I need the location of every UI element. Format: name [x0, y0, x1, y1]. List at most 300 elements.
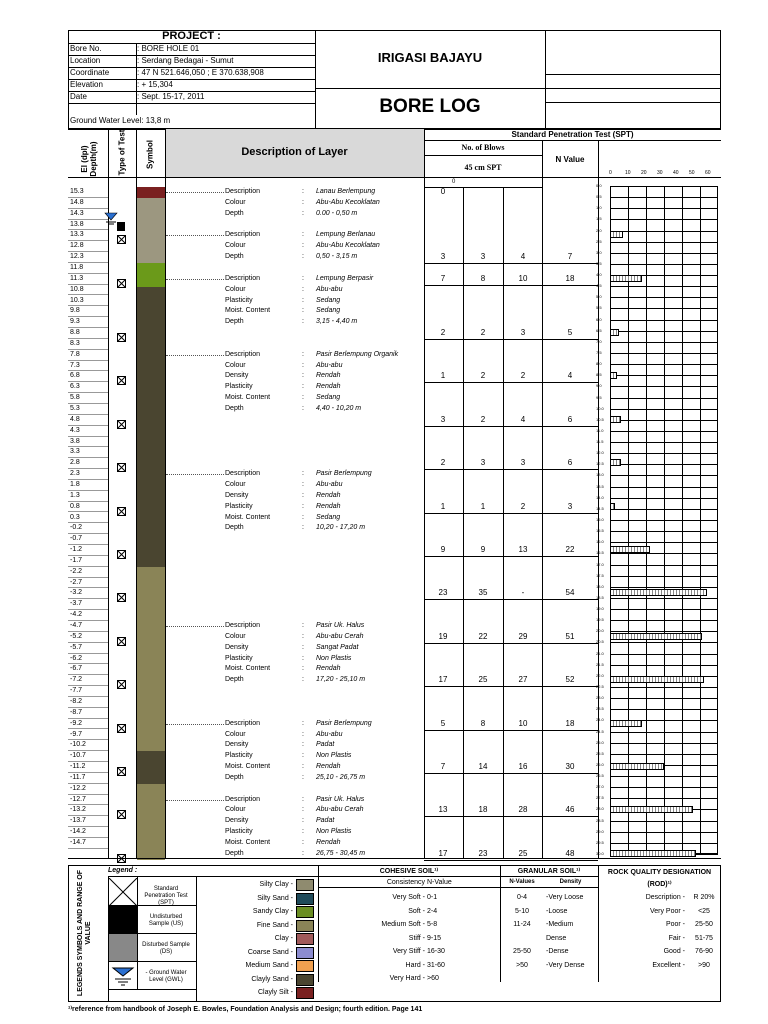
layer-attr-label: Moist. Content [225, 665, 271, 673]
graph-gridline-h [610, 297, 718, 298]
n-value-bar [610, 850, 696, 857]
depth-tick-label: 16.5 [596, 550, 604, 556]
n-value-bar [610, 806, 693, 813]
graph-gridline-h [610, 475, 718, 476]
soil-swatch [296, 974, 314, 986]
blow-count: 13 [518, 545, 528, 555]
blow-count: - [521, 588, 525, 598]
col-cm: 45 cm SPT [464, 163, 502, 172]
soil-swatch [296, 960, 314, 972]
depth-tick-label: 26.5 [596, 773, 604, 779]
layer-attr-colon: : [302, 209, 304, 217]
spt-sample-icon [117, 372, 126, 381]
spt-sample-icon [117, 329, 126, 338]
depth-tick-label: 2.0 [596, 227, 602, 233]
layer-attr-colon: : [302, 828, 304, 836]
header-field-label: Date [70, 92, 87, 101]
layer-attr-label: Colour [225, 480, 246, 488]
depth-tick-label: 15.5 [596, 528, 604, 534]
depth-tick-label: 24.0 [596, 717, 604, 723]
graph-gridline-h [610, 242, 718, 243]
n-value: 18 [565, 273, 575, 283]
layer-attr-label: Colour [225, 730, 246, 738]
n-value: 48 [565, 848, 575, 858]
layer-attr-colon: : [302, 741, 304, 749]
depth-tick-label: 22.5 [596, 684, 604, 689]
elevation-row: 8.3 [68, 339, 108, 350]
elevation-row: 10.8 [68, 285, 108, 296]
elevation-row: -6.2 [68, 654, 108, 665]
soil-band [137, 567, 165, 751]
graph-gridline-h [610, 698, 718, 699]
depth-tick-label: 29.0 [596, 828, 604, 834]
graph-gridline-h [610, 409, 718, 410]
cohesive-nvalue: >60 [427, 975, 439, 982]
granular-title: GRANULAR SOIL¹⁾ [517, 868, 581, 875]
graph-tick-label: 60 [705, 170, 711, 176]
header-field-rule [68, 103, 315, 104]
n-value-bar [610, 763, 664, 770]
elevation-row: -1.2 [68, 545, 108, 556]
layer-attr-label: Depth [225, 253, 244, 261]
layer-attr-label: Plasticity [225, 752, 253, 760]
header-field-label: Location [70, 56, 101, 65]
elevation-row: -0.7 [68, 534, 108, 545]
depth-tick-label: 21.5 [596, 661, 604, 667]
layer-attr-value: Abu-abu [316, 361, 343, 369]
soil-legend-label: Clay - [274, 935, 293, 942]
blow-count: 2 [520, 371, 526, 381]
blow-count: 25 [518, 848, 528, 858]
layer-attr-colon: : [302, 285, 304, 293]
layer-attr-label: Moist. Content [225, 394, 271, 402]
n-value: 54 [565, 588, 575, 598]
depth-tick-label: 5.0 [596, 294, 602, 300]
elevation-row: -4.2 [68, 610, 108, 621]
header-field-value: : + 15,304 [137, 80, 173, 89]
graph-gridline-h [610, 542, 718, 543]
elevation-row: 12.3 [68, 252, 108, 263]
granular-density: -Dense [546, 948, 569, 955]
graph-gridline-h [610, 487, 718, 488]
layer-attr-label: Colour [225, 361, 246, 369]
blow-count: 1 [440, 371, 446, 381]
legend-symbol-label: Standard Penetration Test (SPT) [144, 886, 188, 906]
layer-attr-colon: : [302, 622, 304, 629]
blow-count: 2 [480, 328, 486, 338]
rock-value: <25 [698, 907, 710, 915]
depth-tick-label: 19.5 [596, 617, 604, 623]
layer-leader [166, 279, 224, 280]
elevation-row: -0.2 [68, 523, 108, 534]
granular-density: Dense [546, 934, 567, 942]
cohesive-consistency: Stiff - [408, 934, 425, 942]
elevation-row: -8.7 [68, 708, 108, 719]
layer-attr-colon: : [302, 253, 304, 261]
graph-gridline-h [610, 453, 718, 454]
layer-attr-value: Pasir Berlempung Organik [316, 350, 399, 358]
depth-tick-label: 7.0 [596, 338, 602, 344]
depth-tick-label: 6.0 [596, 316, 602, 322]
layer-attr-value: Rendah [316, 372, 341, 380]
graph-gridline-h [610, 843, 718, 844]
graph-gridline-h [610, 776, 718, 777]
blow-count: 2 [520, 501, 526, 511]
layer-attr-value: Abu-abu [316, 285, 343, 293]
depth-tick-label: 12.0 [596, 450, 604, 456]
granular-density: -Very Dense [546, 961, 585, 969]
depth-tick-label: 14.5 [596, 505, 604, 511]
graph-gridline-h [610, 743, 718, 744]
header-field-divider [136, 43, 137, 115]
layer-attr-value: Rendah [316, 839, 341, 846]
layer-attr-colon: : [302, 632, 304, 640]
cohesive-consistency: Very Soft - [392, 894, 425, 901]
graph-gridline-h [610, 386, 718, 387]
granular-nvalue: 11-24 [513, 921, 531, 928]
soil-legend-label: Silty Sand - [257, 894, 293, 902]
layer-attr-colon: : [302, 676, 304, 684]
col-spt: Standard Penetration Test (SPT) [511, 130, 634, 139]
graph-gridline-h [610, 320, 718, 321]
rock-description: Very Poor - [649, 907, 685, 915]
elevation-row: 3.8 [68, 437, 108, 448]
granular-nvalue: >50 [516, 961, 528, 969]
elevation-row: 13.3 [68, 230, 108, 241]
blow-count: 5 [440, 718, 446, 728]
rock-value: 51-75 [695, 934, 713, 942]
layer-attr-value: Abu-abu Cerah [316, 806, 364, 814]
depth-tick-label: 27.0 [596, 784, 604, 790]
col-type-test: Type of Test [117, 129, 127, 176]
graph-gridline-h [610, 687, 718, 688]
graph-gridline-h [610, 832, 718, 833]
elevation-row: 9.8 [68, 306, 108, 317]
layer-attr-label: Density [225, 372, 249, 380]
layer-attr-label: Density [225, 741, 249, 749]
depth-tick-label: 1.0 [596, 205, 602, 211]
blow-count: 7 [440, 762, 446, 772]
layer-attr-label: Depth [225, 849, 244, 857]
soil-band [137, 198, 165, 263]
elevation-row: -9.7 [68, 730, 108, 741]
n-value: 51 [565, 631, 575, 641]
depth-tick-label: 5.5 [596, 305, 602, 311]
blow-count: 28 [518, 805, 528, 815]
graph-gridline-h [610, 665, 718, 666]
layer-attr-label: Colour [225, 806, 246, 814]
elevation-row: 13.8 [68, 220, 108, 231]
gwl-icon [109, 962, 137, 990]
depth-tick-label: 27.5 [596, 795, 604, 801]
layer-attr-value: Rendah [316, 383, 341, 391]
elevation-row: -7.7 [68, 686, 108, 697]
graph-tick-label: 20 [641, 170, 647, 176]
elevation-row: 6.3 [68, 382, 108, 393]
doc-title: BORE LOG [379, 96, 481, 117]
rock-title: ROCK QUALITY DESIGNATION (ROD)¹⁾ [607, 869, 712, 888]
project-label: PROJECT : [162, 30, 221, 42]
graph-gridline-h [610, 598, 718, 599]
n-value: 30 [565, 762, 575, 772]
blow-count: 4 [520, 414, 526, 424]
layer-leader [166, 235, 224, 236]
blow-count: 14 [478, 762, 488, 772]
elevation-row: 7.8 [68, 350, 108, 361]
layer-attr-colon: : [302, 242, 304, 250]
n-value: 46 [565, 805, 575, 815]
n-value-bar [610, 329, 619, 336]
layer-attr-colon: : [302, 491, 304, 499]
n-value-bar [610, 546, 650, 553]
project-name: IRIGASI BAJAYU [377, 50, 483, 65]
header-field-label: Bore No. [70, 44, 102, 53]
layer-attr-value: Rendah [316, 763, 341, 771]
rock-value: R 20% [693, 894, 715, 901]
layer-attr-label: Density [225, 491, 249, 499]
elevation-row: -4.7 [68, 621, 108, 632]
spt-row-rule [424, 339, 598, 340]
graph-gridline-h [610, 576, 718, 577]
layer-attr-colon: : [302, 361, 304, 369]
elevation-row: -13.7 [68, 816, 108, 827]
blow-count: 1 [480, 501, 486, 511]
graph-gridline-h [610, 442, 718, 443]
depth-tick-label: 22.0 [596, 672, 604, 678]
elevation-row: 5.8 [68, 393, 108, 404]
layer-attr-label: Description [225, 231, 261, 239]
spt-sample-icon [117, 503, 126, 512]
depth-tick-label: 4.0 [596, 272, 602, 278]
n-value-bar [610, 459, 621, 466]
elevation-row: 14.3 [68, 209, 108, 220]
blow-count: 23 [478, 848, 488, 858]
graph-gridline-h [610, 197, 718, 198]
spt-sample-icon [117, 720, 126, 729]
depth-tick-label: 8.5 [596, 372, 602, 378]
n-value: 5 [567, 328, 573, 338]
layer-attr-label: Plasticity [225, 502, 253, 510]
soil-swatch [296, 893, 314, 905]
elevation-row: 4.3 [68, 426, 108, 437]
layer-leader [166, 724, 224, 725]
spt-sample-icon [117, 589, 126, 598]
elevation-row: -7.2 [68, 675, 108, 686]
rock-description: Excellent - [652, 961, 685, 969]
layer-attr-colon: : [302, 654, 304, 662]
graph-gridline-h [610, 208, 718, 209]
graph-gridline-h [610, 587, 718, 588]
cohesive-head-nvalue: N-Value [427, 879, 452, 886]
graph-tick-label: 10 [625, 170, 631, 176]
cohesive-title: COHESIVE SOIL¹⁾ [379, 868, 439, 875]
spt-row-rule [424, 686, 598, 687]
depth-tick-label: 28.5 [596, 817, 604, 823]
blow-count: 35 [478, 588, 488, 598]
layer-attr-label: Depth [225, 773, 244, 781]
elevation-row: -5.7 [68, 643, 108, 654]
depth-tick-label: 15.0 [596, 517, 604, 522]
layer-attr-colon: : [302, 188, 304, 195]
depth-tick-label: 23.0 [596, 695, 604, 701]
layer-attr-colon: : [302, 480, 304, 488]
rock-description: Poor - [665, 921, 685, 928]
blow-count: 23 [438, 588, 448, 598]
blow-count: 8 [480, 718, 486, 728]
soil-legend-label: Sandy Clay - [252, 908, 293, 915]
blow-count: 1 [440, 501, 446, 511]
soil-swatch [296, 933, 314, 945]
layer-attr-value: Rendah [316, 491, 341, 499]
depth-tick-label: 0.5 [596, 194, 602, 200]
depth-tick-label: 30.0 [596, 851, 604, 856]
n-value-bar [610, 416, 621, 423]
elevation-row: -12.7 [68, 795, 108, 806]
spt-row-rule [424, 426, 598, 427]
graph-gridline-h [610, 565, 718, 566]
layer-attr-label: Plasticity [225, 654, 253, 662]
layer-attr-value: 25,10 - 26,75 m [316, 773, 366, 781]
blow-count: 18 [478, 805, 488, 815]
elevation-row: 6.8 [68, 371, 108, 382]
graph-gridline-h [610, 498, 718, 499]
blow-count: 9 [480, 545, 486, 555]
depth-tick-label: 13.5 [596, 483, 604, 489]
granular-head-nvalues: N-Values [509, 879, 535, 885]
cohesive-head-consistency: Consistency [386, 879, 425, 886]
layer-attr-value: Non Plastis [316, 654, 352, 662]
layer-attr-label: Description [225, 470, 261, 478]
header-field-label: Elevation [70, 80, 103, 89]
legend-symbol-icon [109, 934, 137, 962]
graph-gridline-h [610, 464, 718, 465]
graph-gridline-h [610, 509, 718, 510]
cohesive-nvalue: 5-8 [427, 921, 438, 928]
elevation-row: 10.3 [68, 296, 108, 307]
layer-attr-label: Moist. Content [225, 839, 271, 846]
soil-legend-label: Silty Clay - [259, 881, 293, 888]
n-value: 7 [567, 252, 573, 262]
depth-tick-label: 0.0 [596, 183, 602, 188]
col-description: Description of Layer [241, 146, 348, 158]
legend-title: Legend : [108, 867, 138, 874]
graph-gridline-h [610, 364, 718, 365]
spt-row-rule [424, 263, 598, 264]
layer-attr-colon: : [302, 839, 304, 846]
elevation-row: -1.7 [68, 556, 108, 567]
n-value: 3 [567, 501, 573, 511]
elevation-row: 12.8 [68, 241, 108, 252]
spt-row-rule [424, 860, 598, 861]
layer-attr-label: Depth [225, 209, 244, 217]
spt-sample-icon [117, 806, 126, 815]
layer-attr-label: Description [225, 274, 261, 282]
depth-tick-label: 17.0 [596, 561, 604, 567]
rock-description: Fair - [668, 934, 685, 942]
depth-tick-label: 12.5 [596, 461, 604, 467]
depth-tick-label: 3.0 [596, 249, 602, 255]
layer-attr-label: Moist. Content [225, 763, 271, 771]
soil-legend-label: Medium Sand - [245, 962, 293, 969]
depth-tick-label: 11.0 [596, 427, 604, 433]
graph-tick-label: 0 [609, 170, 612, 176]
header-field-value: : BORE HOLE 01 [137, 44, 200, 53]
elevation-row: -11.2 [68, 762, 108, 773]
layer-attr-colon: : [302, 318, 304, 326]
depth-tick-label: 8.0 [596, 361, 602, 367]
spt-sample-icon [117, 459, 126, 468]
elevation-row: 1.3 [68, 491, 108, 502]
elevation-row: 14.8 [68, 198, 108, 209]
n-value: 4 [567, 371, 573, 381]
col-el-depth: El (dpl) Depth(m) [80, 141, 98, 177]
elevation-row: 5.3 [68, 404, 108, 415]
blow-count: 8 [480, 273, 486, 283]
depth-tick-label: 11.5 [596, 439, 604, 445]
spt-sample-icon [117, 546, 126, 555]
depth-tick-label: 4.5 [596, 283, 602, 289]
layer-attr-value: Rendah [316, 502, 341, 510]
elevation-row: -6.7 [68, 664, 108, 675]
gwl-label: Ground Water Level: 13,8 m [70, 116, 171, 125]
blow-count: 3 [520, 328, 526, 338]
layer-attr-colon: : [302, 719, 304, 727]
blow-count: 0 [440, 187, 446, 196]
layer-attr-colon: : [302, 817, 304, 825]
blow-count: 2 [480, 414, 486, 424]
soil-legend-label: Coarse Sand - [247, 948, 293, 956]
graph-gridline-h [610, 709, 718, 710]
blow-count: 22 [478, 631, 488, 641]
depth-tick-label: 9.0 [596, 383, 602, 389]
graph-gridline-h [610, 609, 718, 610]
header-field-value: : Serdang Bedagai - Sumut [137, 56, 234, 65]
legend-symbol-label: Disturbed Sample (DS) [142, 942, 190, 955]
n-value: 18 [565, 718, 575, 728]
soil-band [137, 263, 165, 287]
depth-tick-label: 13.0 [596, 472, 604, 478]
layer-attr-label: Colour [225, 285, 246, 293]
graph-gridline-h [610, 375, 718, 376]
n-value: 22 [565, 545, 575, 555]
layer-attr-value: Pasir Uk. Halus [316, 795, 365, 803]
elevation-row: -8.2 [68, 697, 108, 708]
graph-gridline-h [610, 798, 718, 799]
cohesive-consistency: Very Stiff - [392, 948, 425, 955]
depth-tick-label: 16.0 [596, 539, 604, 545]
graph-gridline-h [610, 264, 718, 265]
blow-count: 16 [518, 762, 528, 772]
granular-nvalue: 25-50 [513, 948, 531, 955]
layer-attr-value: 10,20 - 17,20 m [316, 524, 366, 532]
cohesive-consistency: Soft - [408, 907, 425, 915]
layer-attr-label: Colour [225, 198, 246, 206]
layer-attr-label: Plasticity [225, 828, 253, 836]
elevation-row: 11.3 [68, 274, 108, 285]
graph-gridline-h [610, 331, 718, 332]
layer-attr-colon: : [302, 524, 304, 532]
soil-swatch [296, 947, 314, 959]
layer-attr-value: Abu-abu Cerah [316, 632, 364, 640]
layer-attr-value: 4,40 - 10,20 m [316, 405, 362, 412]
spt-row-rule [424, 599, 598, 600]
n-value-bar [610, 372, 617, 379]
depth-tick-label: 29.5 [596, 839, 604, 845]
blow-count: 3 [440, 414, 446, 424]
blow-count: 7 [440, 273, 446, 283]
blow-count: 19 [438, 631, 448, 641]
cohesive-nvalue: 9-15 [427, 934, 442, 942]
